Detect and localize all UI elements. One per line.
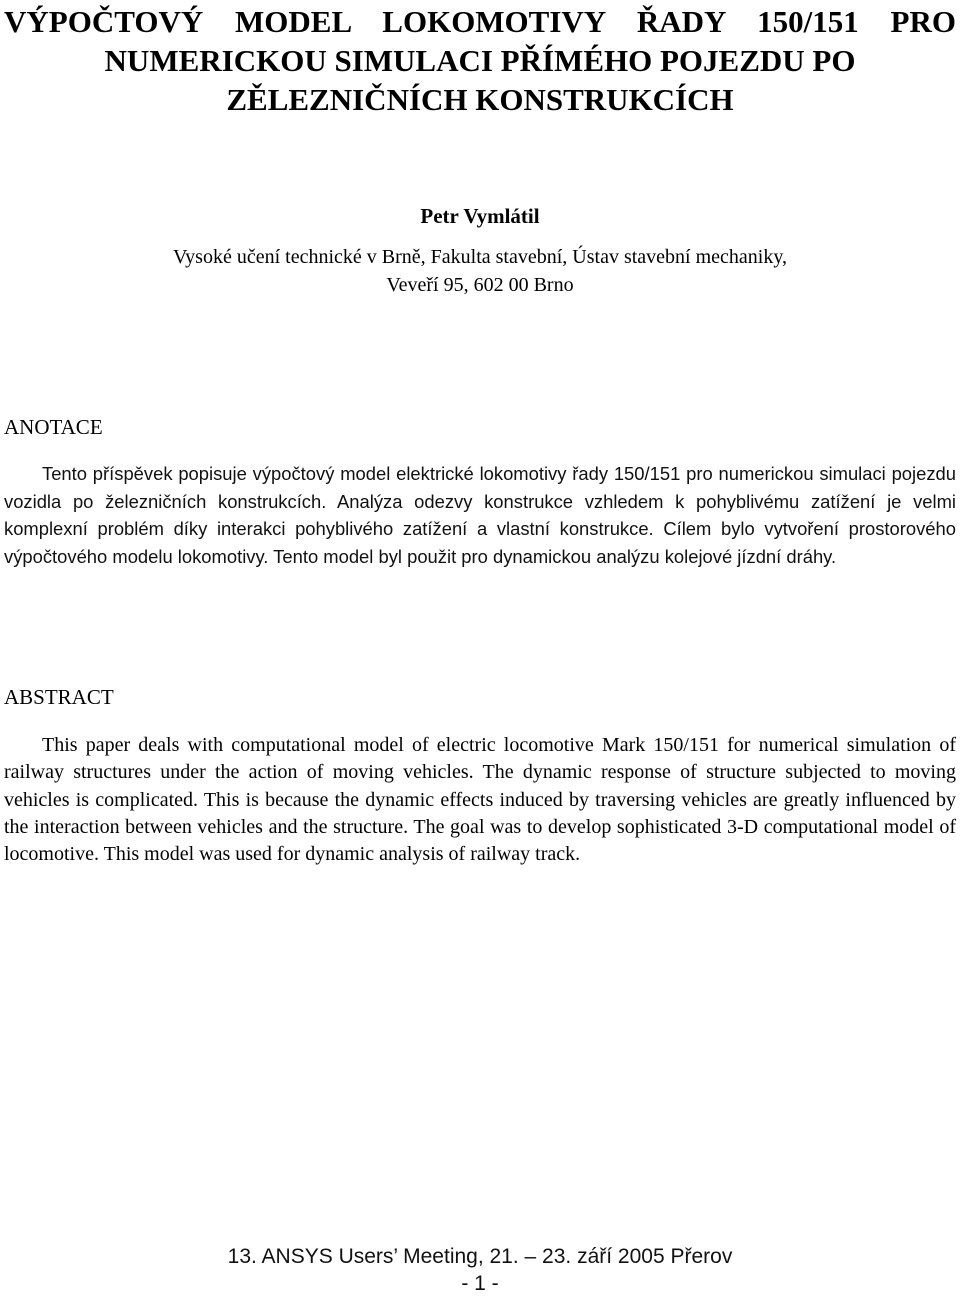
title-line-3: ZĚLEZNIČNÍCH KONSTRUKCÍCH [226, 82, 734, 117]
title-line-2: NUMERICKOU SIMULACI PŘÍMÉHO POJEZDU PO [104, 43, 856, 78]
abstract-heading: ABSTRACT [4, 685, 114, 709]
page-footer [0, 1243, 960, 1297]
author-affiliation [0, 243, 960, 299]
affiliation-line-1: Vysoké učení technické v Brně, Fakulta stavební, Ústav stavební mechaniky, [172, 246, 788, 268]
abstract-text: This paper deals with computational model of electric locomotive Mark 150/151 for numerical simulation of railway structures under the action of moving vehicles. The dynamic response of structure subjected to moving vehicles is complicated. This is because the dynamic effects induced by traversing vehicles are greatly influenced by the interaction between vehicles and the structure. The goal was to develop sophisticated 3-D computational model of locomotive. This model was used for dynamic analysis of railway track. [4, 734, 956, 866]
page-number: - 1 - [461, 1272, 499, 1295]
footer-conference: 13. ANSYS Users’ Meeting, 21. – 23. září 2005 Přerov [227, 1245, 733, 1268]
anotace-heading: ANOTACE [4, 415, 103, 439]
anotace-text: Tento příspěvek popisuje výpočtový model elektrické lokomotivy řady 150/151 pro numerickou simulaci pojezdu vozidla po železničních konstrukcích. Analýza odezvy konstrukce vzhledem k pohyblivému zatížení je velmi komplexní problém díky interakci pohyblivého zatížení a vlastní konstrukce. Cílem bylo vytvoření prostorového výpočtového modelu lokomotivy. Tento model byl použit pro dynamickou analýzu kolejové jízdní dráhy. [4, 463, 956, 567]
affiliation-line-2: Veveří 95, 602 00 Brno [386, 274, 574, 296]
paper-title [4, 2, 956, 119]
author-name: Petr Vymlátil [420, 204, 540, 228]
title-line-1: VÝPOČTOVÝ MODEL LOKOMOTIVY ŘADY 150/151 PRO [4, 4, 956, 39]
